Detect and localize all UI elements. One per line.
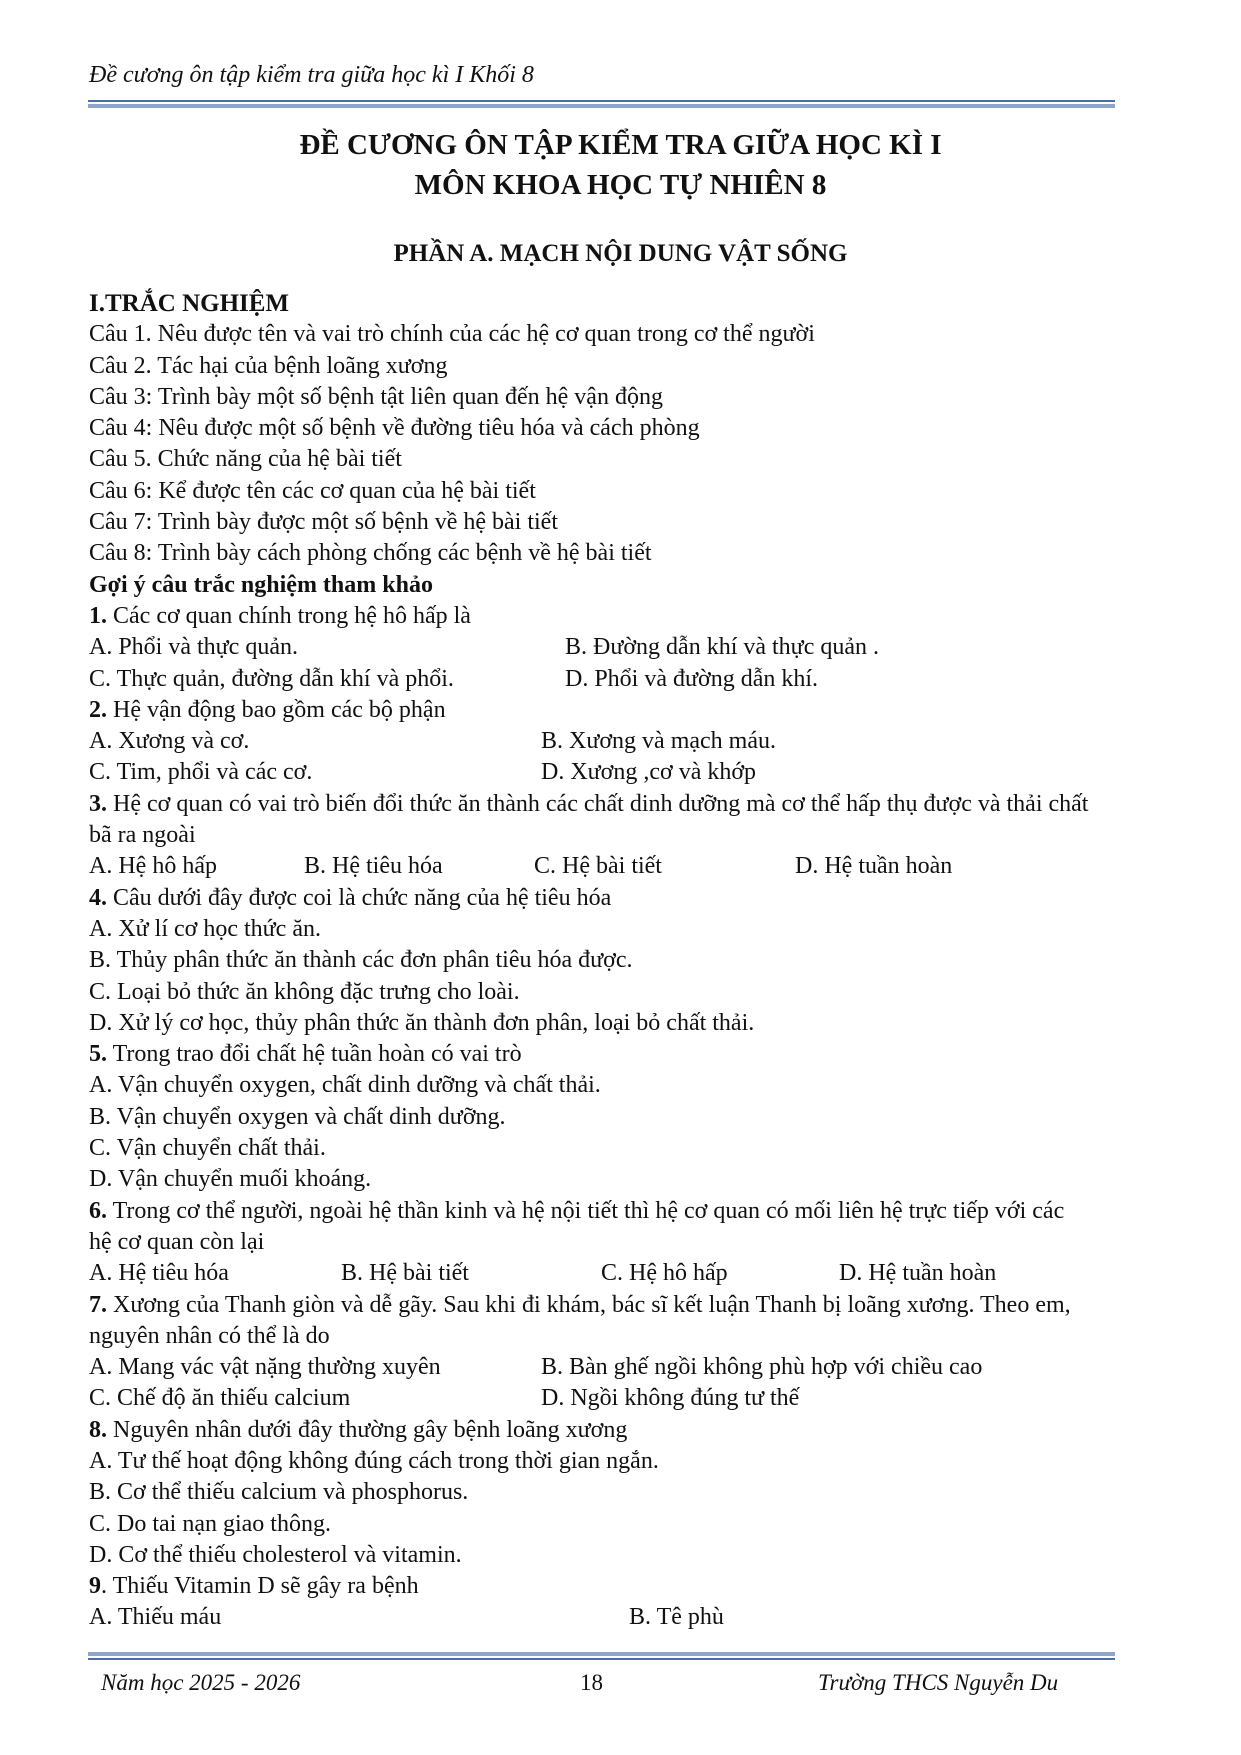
question-number: 4.: [89, 884, 107, 911]
footer-school-year: Năm học 2025 - 2026: [101, 1670, 301, 1695]
option-d: D. Xương ,cơ và khớp: [541, 759, 757, 786]
option-c: C. Hệ hô hấp: [601, 1260, 728, 1287]
question-9: [89, 1571, 1119, 1602]
option-d: D. Vận chuyển muối khoáng.: [89, 1166, 372, 1193]
question-number: 9: [89, 1573, 101, 1600]
option-d: D. Hệ tuần hoàn: [839, 1260, 997, 1287]
list-item: Câu 8: Trình bày cách phòng chống các bệnh về hệ bài tiết: [89, 540, 652, 567]
option-c: C. Tim, phổi và các cơ.: [89, 759, 313, 786]
page-number: 18: [580, 1670, 603, 1695]
option-b: B. Hệ tiêu hóa: [304, 853, 443, 880]
header-rule: [88, 100, 1115, 108]
option-a: A. Xương và cơ.: [89, 728, 250, 755]
list-item: Câu 7: Trình bày được một số bệnh về hệ bài tiết: [89, 509, 558, 536]
question-8: [89, 1415, 1119, 1446]
option-a: A. Vận chuyển oxygen, chất dinh dưỡng và chất thải.: [89, 1072, 601, 1099]
option-d: D. Xử lý cơ học, thủy phân thức ăn thành đơn phân, loại bỏ chất thải.: [89, 1009, 755, 1036]
question-text: Các cơ quan chính trong hệ hô hấp là: [107, 602, 471, 629]
option-a: A. Hệ hô hấp: [89, 853, 217, 880]
list-item: Câu 6: Kể được tên các cơ quan của hệ bài tiết: [89, 477, 536, 504]
option-b: B. Bàn ghế ngồi không phù hợp với chiều cao: [541, 1354, 983, 1381]
list-item: Câu 3: Trình bày một số bệnh tật liên quan đến hệ vận động: [89, 383, 663, 410]
option-a: A. Hệ tiêu hóa: [89, 1260, 229, 1287]
question-number: 8.: [89, 1416, 107, 1443]
question-3: [89, 789, 1099, 852]
options-row: [89, 726, 1119, 757]
options-row: [89, 1383, 1119, 1414]
options-row: [89, 664, 1119, 695]
options-row: [89, 1602, 1119, 1633]
options-row: [89, 632, 1119, 663]
option-a: A. Phổi và thực quản.: [89, 634, 298, 661]
list-item: Câu 4: Nêu được một số bệnh về đường tiêu hóa và cách phòng: [89, 415, 700, 442]
footer-school-name: Trường THCS Nguyễn Du: [818, 1670, 1059, 1695]
options-row: [89, 757, 1119, 788]
option-b: B. Vận chuyển oxygen và chất dinh dưỡng.: [89, 1103, 506, 1130]
options-row: [89, 1352, 1119, 1383]
options-row: [89, 851, 1119, 882]
part-heading: I.TRẮC NGHIỆM: [89, 290, 290, 317]
question-text: Hệ vận động bao gồm các bộ phận: [107, 696, 446, 723]
footer-rule: [88, 1652, 1115, 1660]
option-a: A. Mang vác vật nặng thường xuyên: [89, 1354, 441, 1381]
question-text: Trong trao đổi chất hệ tuần hoàn có vai trò: [107, 1041, 522, 1068]
options-row: [89, 1258, 1119, 1289]
question-text: Xương của Thanh giòn và dễ gãy. Sau khi đi khám, bác sĩ kết luận Thanh bị loãng xương. Theo em, nguyên nhân có thể là do: [89, 1291, 1071, 1349]
option-a: A. Thiếu máu: [89, 1604, 222, 1631]
suggest-heading: Gợi ý câu trắc nghiệm tham khảo: [89, 571, 433, 598]
option-a: A. Tư thế hoạt động không đúng cách trong thời gian ngắn.: [89, 1447, 659, 1474]
option-c: C. Do tai nạn giao thông.: [89, 1510, 331, 1537]
section-a-heading: PHẦN A. MẠCH NỘI DUNG VẬT SỐNG: [393, 240, 848, 267]
document-title: [0, 125, 1241, 205]
option-b: B. Hệ bài tiết: [341, 1260, 469, 1287]
question-number: 7.: [89, 1291, 107, 1318]
running-header: Đề cương ôn tập kiểm tra giữa học kì I Khối 8: [89, 62, 534, 88]
option-d: D. Ngồi không đúng tư thế: [541, 1385, 800, 1412]
option-b: B. Xương và mạch máu.: [541, 728, 776, 755]
question-number: 6.: [89, 1197, 107, 1224]
option-c: C. Loại bỏ thức ăn không đặc trưng cho loài.: [89, 978, 520, 1005]
main-content: [89, 288, 1119, 1634]
question-7: [89, 1290, 1119, 1353]
option-d: D. Phổi và đường dẫn khí.: [565, 665, 819, 692]
option-c: C. Thực quản, đường dẫn khí và phổi.: [89, 665, 454, 692]
option-b: B. Tê phù: [629, 1604, 724, 1631]
question-text: Trong cơ thể người, ngoài hệ thần kinh và hệ nội tiết thì hệ cơ quan có mối liên hệ trực tiếp với các hệ cơ quan còn lại: [89, 1197, 1065, 1255]
option-d: D. Cơ thể thiếu cholesterol và vitamin.: [89, 1541, 462, 1568]
option-a: A. Xử lí cơ học thức ăn.: [89, 915, 321, 942]
question-5: [89, 1039, 1119, 1070]
title-line-1: ĐỀ CƯƠNG ÔN TẬP KIỂM TRA GIỮA HỌC KÌ I: [299, 129, 942, 161]
question-4: [89, 883, 1119, 914]
question-text: Nguyên nhân dưới đây thường gây bệnh loãng xương: [107, 1416, 628, 1443]
option-c: C. Vận chuyển chất thải.: [89, 1135, 326, 1162]
option-b: B. Cơ thể thiếu calcium và phosphorus.: [89, 1479, 469, 1506]
title-line-2: MÔN KHOA HỌC TỰ NHIÊN 8: [414, 169, 827, 201]
option-b: B. Thủy phân thức ăn thành các đơn phân tiêu hóa được.: [89, 947, 633, 974]
question-number: 3.: [89, 790, 107, 817]
question-number: 1.: [89, 602, 107, 629]
list-item: Câu 2. Tác hại của bệnh loãng xương: [89, 352, 448, 379]
question-text: Hệ cơ quan có vai trò biến đổi thức ăn thành các chất dinh dưỡng mà cơ thể hấp thụ được và thải chất bã ra ngoài: [89, 790, 1089, 849]
question-text: Câu dưới đây được coi là chức năng của hệ tiêu hóa: [107, 884, 612, 911]
question-number: 5.: [89, 1041, 107, 1068]
question-text: . Thiếu Vitamin D sẽ gây ra bệnh: [101, 1573, 419, 1600]
option-b: B. Đường dẫn khí và thực quản .: [565, 634, 879, 661]
list-item: Câu 1. Nêu được tên và vai trò chính của các hệ cơ quan trong cơ thể người: [89, 321, 815, 348]
question-6: [89, 1196, 1089, 1259]
question-1: [89, 601, 1119, 632]
option-d: D. Hệ tuần hoàn: [795, 853, 953, 880]
option-c: C. Chế độ ăn thiếu calcium: [89, 1385, 351, 1412]
question-number: 2.: [89, 696, 107, 723]
question-2: [89, 695, 1119, 726]
list-item: Câu 5. Chức năng của hệ bài tiết: [89, 446, 402, 473]
option-c: C. Hệ bài tiết: [534, 853, 662, 880]
